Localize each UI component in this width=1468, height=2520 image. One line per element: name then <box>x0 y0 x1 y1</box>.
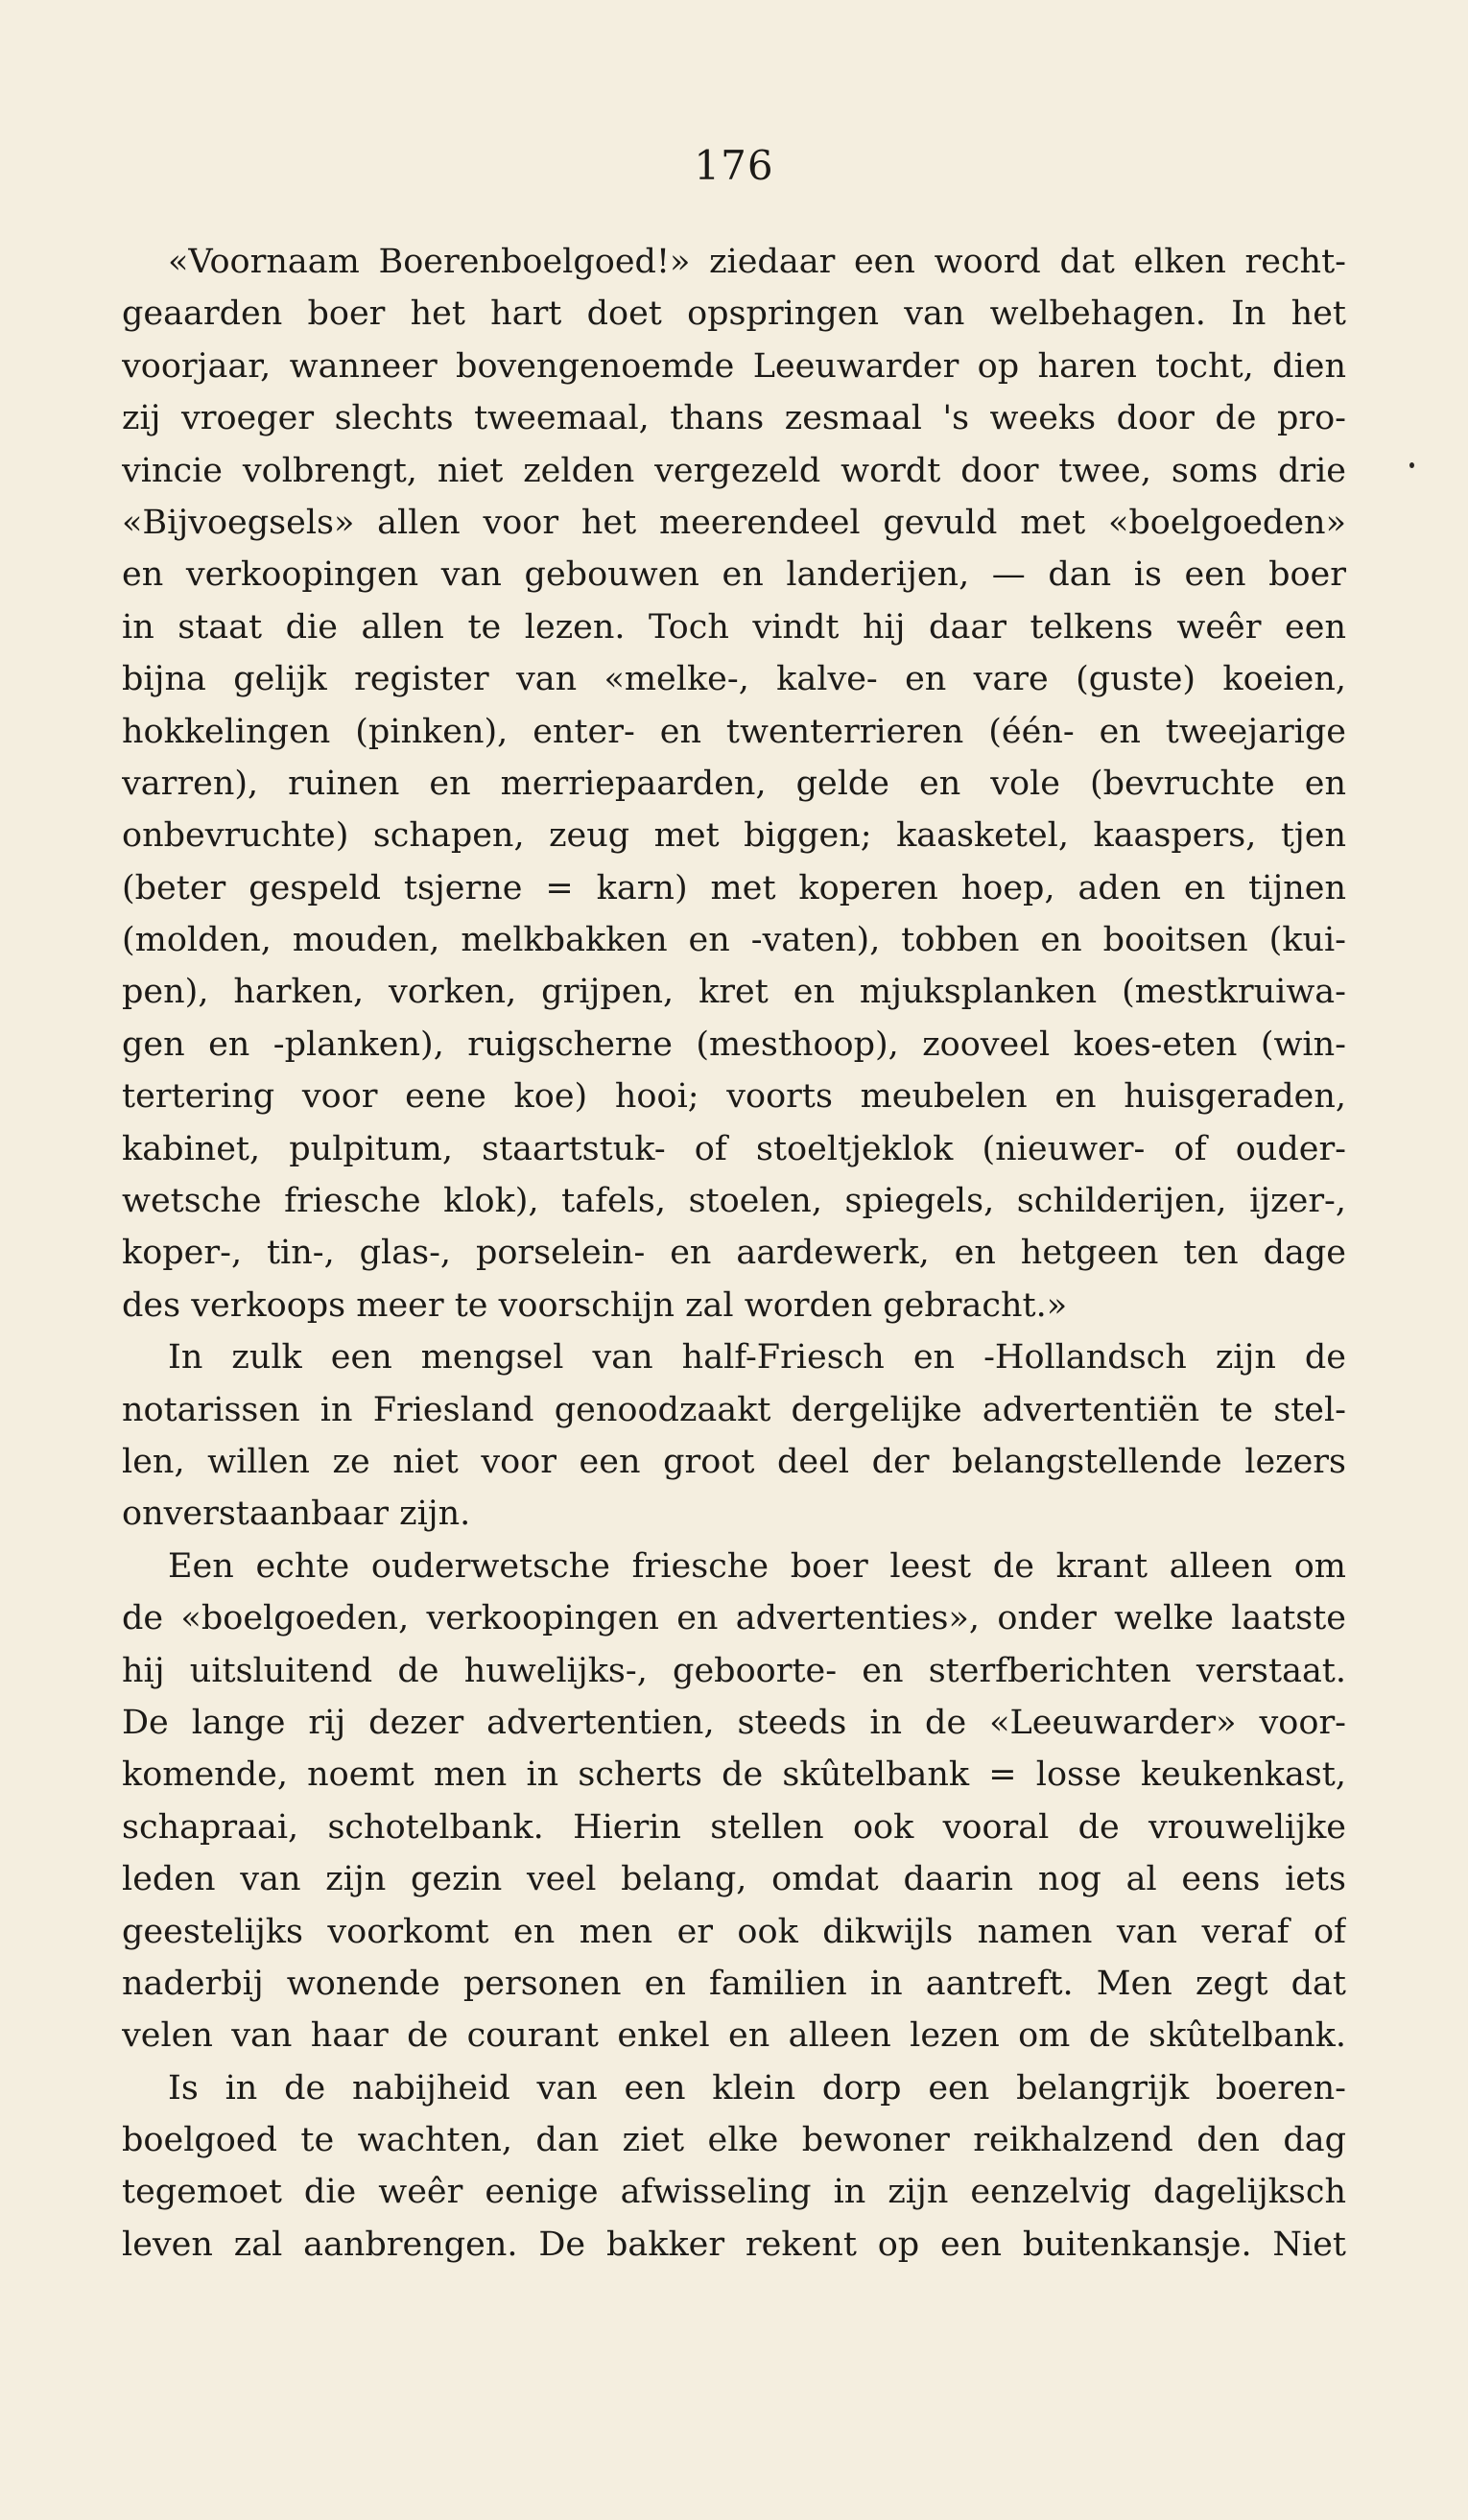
text-line: velen van haar de courant enkel en alleen lezen om de skûtelbank. <box>122 2016 1346 2056</box>
text-line: in staat die allen te lezen. Toch vindt hij daar telkens weêr een <box>122 607 1346 647</box>
text-line: (beter gespeld tsjerne = karn) met koperen hoep, aden en tijnen <box>122 868 1346 907</box>
text-line: onverstaanbaar zijn. <box>122 1495 471 1534</box>
text-line: tertering voor eene koe) hooi; voorts meubelen en huisgeraden, <box>122 1077 1346 1117</box>
text-line: voorjaar, wanneer bovengenoemde Leeuwarder op haren tocht, dien <box>122 346 1346 386</box>
text-line: komende, noemt men in scherts de skûtelbank = losse keukenkast, <box>122 1755 1346 1795</box>
text-line: des verkoops meer te voorschijn zal worden gebracht.» <box>122 1285 1068 1325</box>
text-line: bijna gelijk register van «melke-, kalve- en vare (guste) koeien, <box>122 660 1346 699</box>
text-line: (molden, mouden, melkbakken en -vaten), tobben en booitsen (kui- <box>122 921 1346 960</box>
text-line: geestelijks voorkomt en men er ook dikwijls namen van veraf of <box>122 1912 1346 1951</box>
margin-mark <box>1409 462 1414 468</box>
text-line: pen), harken, vorken, grijpen, kret en mjuksplanken (mestkruiwa- <box>122 973 1346 1012</box>
text-line: naderbij wonende personen en familien in aantreft. Men zegt dat <box>122 1964 1346 2003</box>
body-text <box>122 236 1346 2271</box>
text-line: tegemoet die weêr eenige afwisseling in zijn eenzelvig dagelijksch <box>122 2173 1346 2212</box>
text-line: wetsche friesche klok), tafels, stoelen, spiegels, schilderijen, ijzer-, <box>122 1182 1346 1221</box>
text-line: zij vroeger slechts tweemaal, thans zesmaal 's weeks door de pro- <box>122 399 1346 438</box>
page-number: 176 <box>694 142 774 189</box>
text-line: gen en -planken), ruigscherne (mesthoop), zooveel koes-eten (win- <box>122 1024 1346 1064</box>
text-line: koper-, tin-, glas-, porselein- en aardewerk, en hetgeen ten dage <box>122 1234 1346 1273</box>
text-line: geaarden boer het hart doet opspringen van welbehagen. In het <box>122 294 1346 334</box>
text-line: kabinet, pulpitum, staartstuk- of stoeltjeklok (nieuwer- of ouder- <box>122 1129 1346 1168</box>
text-line: en verkoopingen van gebouwen en landerijen, — dan is een boer <box>122 555 1346 595</box>
text-line: hij uitsluitend de huwelijks-, geboorte- en sterfberichten verstaat. <box>122 1651 1346 1690</box>
text-line: vincie volbrengt, niet zelden vergezeld wordt door twee, soms drie <box>122 451 1346 490</box>
text-line: leven zal aanbrengen. De bakker rekent op een buitenkansje. Niet <box>122 2225 1346 2264</box>
text-line: De lange rij dezer advertentien, steeds in de «Leeuwarder» voor- <box>122 1703 1346 1742</box>
text-line: notarissen in Friesland genoodzaakt dergelijke advertentiën te stel- <box>122 1390 1346 1429</box>
text-line: de «boelgoeden, verkoopingen en advertenties», onder welke laatste <box>122 1599 1346 1638</box>
text-line: hokkelingen (pinken), enter- en twenterrieren (één- en tweejarige <box>122 712 1346 751</box>
text-line: onbevruchte) schapen, zeug met biggen; kaasketel, kaaspers, tjen <box>122 816 1346 856</box>
text-line: boelgoed te wachten, dan ziet elke bewoner reikhalzend den dag <box>122 2121 1346 2160</box>
text-line: «Bijvoegsels» allen voor het meerendeel gevuld met «boelgoeden» <box>122 503 1346 542</box>
text-line: Een echte ouderwetsche friesche boer leest de krant alleen om <box>168 1546 1346 1586</box>
text-line: leden van zijn gezin veel belang, omdat daarin nog al eens iets <box>122 1860 1346 1899</box>
text-line: schapraai, schotelbank. Hierin stellen ook vooral de vrouwelijke <box>122 1807 1346 1847</box>
text-line: Is in de nabijheid van een klein dorp een belangrijk boeren- <box>168 2068 1346 2108</box>
text-line: «Voornaam Boerenboelgoed!» ziedaar een woord dat elken recht- <box>168 243 1346 281</box>
text-line: varren), ruinen en merriepaarden, gelde en vole (bevruchte en <box>122 764 1346 803</box>
text-line: len, willen ze niet voor een groot deel der belangstellende lezers <box>122 1442 1346 1481</box>
text-line: In zulk een mengsel van half-Friesch en -Hollandsch zijn de <box>168 1338 1346 1378</box>
